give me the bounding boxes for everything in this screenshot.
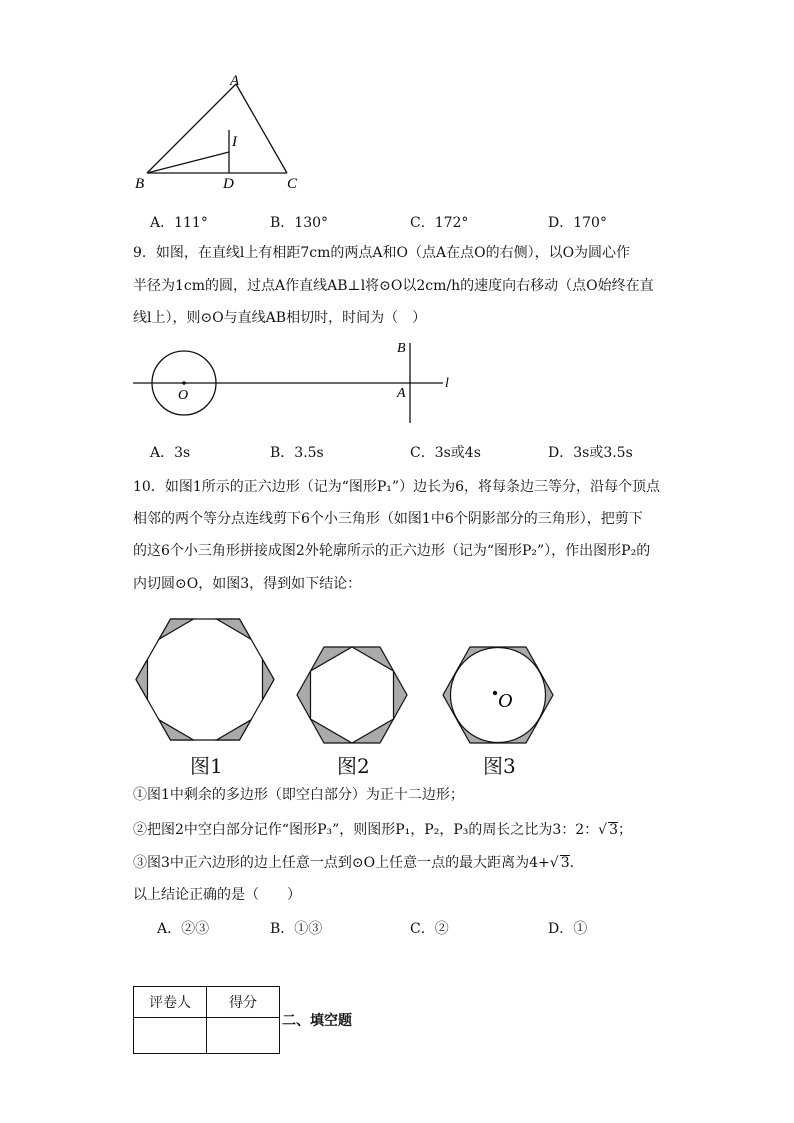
q9-question-line-2: 半径为1cm的圆，过点A作直线AB⊥l将⊙O以2cm/h的速度向右移动（点O始终在直 — [133, 278, 654, 294]
q10-conclusion-prompt: 以上结论正确的是（ ） — [133, 887, 301, 903]
q10-question-line-3: 的这6个小三角形拼接成图2外轮廓所示的正六边形（记为“图形P₂”），作出图形P₂的 — [133, 543, 651, 559]
q8-option-a[interactable]: A．111° — [150, 215, 208, 231]
q10-statement-2 — [133, 820, 632, 840]
q10-statement-3-radicand: 3 — [560, 855, 570, 871]
q10-figure-1-hexagon — [135, 618, 275, 742]
section-title: 二、填空题 — [282, 1013, 352, 1029]
q9-option-d[interactable]: D．3s或3.5s — [548, 445, 633, 461]
q8-label-D: D — [223, 176, 234, 192]
q9-circle-line-figure — [125, 335, 465, 430]
q8-label-A: A — [230, 73, 240, 89]
q10-option-d[interactable]: D．① — [548, 921, 588, 937]
q10-figure-3-hexagon-incircle — [442, 646, 554, 744]
q8-label-B: B — [135, 176, 145, 192]
q8-label-C: C — [287, 176, 298, 192]
q10-option-b[interactable]: B．①③ — [270, 921, 323, 937]
q8-option-d[interactable]: D．170° — [548, 215, 607, 231]
q10-statement-2-text: ②把图2中空白部分记作“图形P₃”，则图形P₁，P₂，P₃的周长之比为3：2： — [133, 822, 599, 838]
score-box-score-field[interactable] — [207, 1018, 280, 1054]
sqrt-symbol-icon: √ — [549, 855, 559, 871]
q9-option-a[interactable]: A．3s — [150, 445, 191, 461]
score-box-grader-header: 评卷人 — [134, 987, 207, 1018]
q10-figure-2-label: 图2 — [337, 754, 370, 778]
sqrt-symbol-icon: √ — [598, 822, 608, 838]
q8-option-c[interactable]: C．172° — [410, 215, 469, 231]
q10-question-line-4: 内切圆⊙O，如图3，得到如下结论： — [133, 576, 362, 592]
q10-statement-3-text: ③图3中正六边形的边上任意一点到⊙O上任意一点的最大距离为4+ — [133, 855, 550, 871]
q10-fig3-label-O: O — [498, 690, 513, 712]
q10-figure-3-label: 图3 — [483, 754, 516, 778]
score-box — [133, 986, 280, 1054]
q10-option-c[interactable]: C．② — [410, 921, 449, 937]
q8-option-b[interactable]: B．130° — [270, 215, 329, 231]
q9-question-line-3: 线l上），则⊙O与直线AB相切时，时间为（ ） — [133, 310, 427, 326]
q10-figure-1-label: 图1 — [190, 754, 223, 778]
q9-label-A: A — [397, 386, 406, 401]
q10-statement-3 — [133, 853, 584, 873]
q10-option-a[interactable]: A．②③ — [157, 921, 210, 937]
q8-label-I: I — [232, 134, 237, 150]
score-box-score-header: 得分 — [207, 987, 280, 1018]
q9-option-b[interactable]: B．3.5s — [270, 445, 324, 461]
q10-statement-3-end: ． — [569, 855, 584, 871]
q8-triangle-figure — [125, 70, 315, 195]
q9-label-l: l — [445, 376, 449, 391]
score-box-grader-field[interactable] — [134, 1018, 207, 1054]
q9-label-B: B — [397, 341, 406, 356]
q9-label-O: O — [178, 388, 189, 403]
q9-option-c[interactable]: C．3s或4s — [410, 445, 481, 461]
q10-figure-2-hexagon — [296, 646, 408, 744]
q10-question-line-1: 10．如图1所示的正六边形（记为“图形P₁”）边长为6，将每条边三等分，沿每个顶点 — [133, 479, 660, 495]
q10-statement-1: ①图1中剩余的多边形（即空白部分）为正十二边形； — [133, 787, 464, 803]
q10-question-line-2: 相邻的两个等分点连线剪下6个小三角形（如图1中6个阴影部分的三角形），把剪下 — [133, 511, 643, 527]
q9-question-line-1: 9．如图，在直线l上有相距7cm的两点A和O（点A在点O的右侧），以O为圆心作 — [133, 245, 631, 261]
q10-statement-2-radicand: 3 — [609, 822, 619, 838]
q10-statement-2-end: ； — [618, 822, 633, 838]
